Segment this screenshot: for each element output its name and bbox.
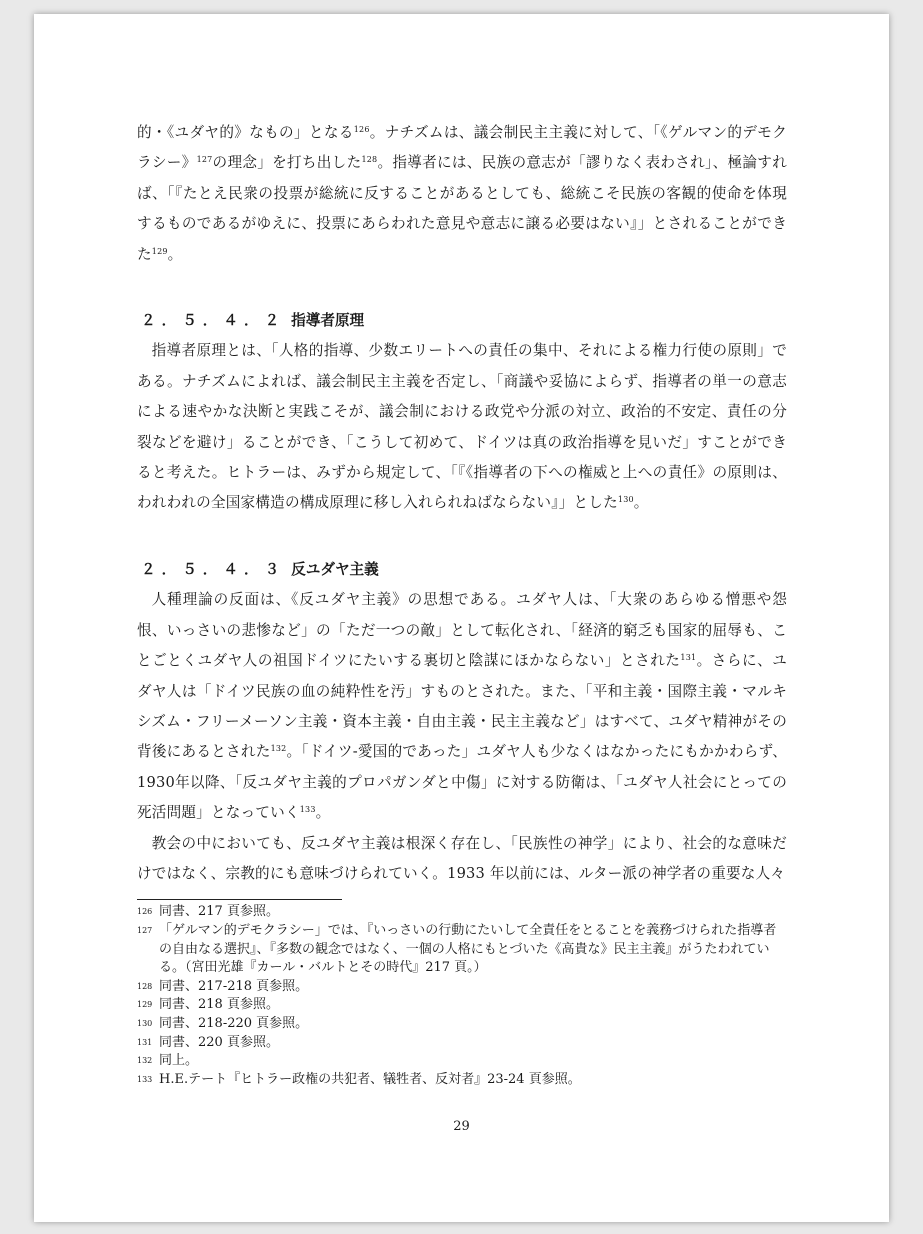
section-title: 反ユダヤ主義 — [291, 560, 379, 578]
footnote — [137, 903, 787, 922]
text-run: 。 — [315, 804, 331, 822]
footnote-text: 同書、218-220 頁参照。 — [159, 1015, 309, 1031]
footnote-ref: 127 — [196, 155, 213, 165]
section-heading-leader-principle — [137, 306, 787, 336]
section-title: 指導者原理 — [291, 312, 365, 330]
footnote-ref: 128 — [361, 155, 378, 165]
document-page — [34, 14, 889, 1222]
footnote-mark: 131 — [137, 1037, 153, 1047]
footnote-mark: 126 — [137, 907, 153, 917]
page-number: 29 — [453, 1119, 470, 1134]
text-run: 教会の中においても、反ユダヤ主義は根深く存在し、「民族性の神学」により、社会的な意味だけではなく、宗教的にも意味づけられていく。1933 年以前には、ルター派の神学者の重要な人々 — [137, 834, 787, 882]
footnote — [137, 1034, 787, 1053]
footnote-ref: 129 — [151, 246, 168, 256]
footnote — [137, 1071, 787, 1090]
footnote — [137, 996, 787, 1015]
text-run: 。指導者には、民族の意志が「謬りなく表わされ」、極論すれば、「『たとえ民衆の投票が総統に反することがあるとしても、総統こそ民族の客観的使命を体現するものであるがゆえに、投票にあらわれた意見や意志に譲る必要はない』」とされることができた — [137, 154, 787, 263]
footnote-mark: 130 — [137, 1018, 153, 1028]
footnote-text: 「ゲルマン的デモクラシー」では、『いっさいの行動にたいして全責任をとることを義務づけられた指導者の自由なる選択』、『多数の観念ではなく、一個の人格にもとづいた《高貴な》民主主義』がうたわれている。（宮田光雄『カール・バルトとその時代』217 頁。） — [159, 922, 777, 976]
text-run: 。「ドイツ-愛国的であった」ユダヤ人も少なくはなかったにもかかわらず、1930年以降、「反ユダヤ主義的プロパガンダと中傷」に対する防衛は、「ユダヤ人社会にとっての死活問題」となっていく — [137, 743, 787, 822]
text-run: 人種理論の反面は、《反ユダヤ主義》の思想である。ユダヤ人は、「大衆のあらゆる憎悪や怨恨、いっさいの悲惨など」の「ただ一つの敵」として転化され、「経済的窮乏も国家的屈辱も、ことごとくユダヤ人の祖国ドイツにたいする裏切と陰謀にほかならない」とされた — [137, 591, 787, 670]
footnote-ref: 132 — [270, 744, 287, 754]
footnote-text: 同上。 — [159, 1053, 199, 1069]
text-run: 。 — [167, 245, 183, 263]
footnote — [137, 1015, 787, 1034]
footnote-text: 同書、217-218 頁参照。 — [159, 978, 309, 994]
text-run: 。 — [633, 494, 649, 512]
footnote-mark: 128 — [137, 981, 153, 991]
footnote-ref: 126 — [353, 125, 370, 134]
footnote-mark: 127 — [137, 925, 153, 935]
text-run: 。さらに、ユダヤ人は「ドイツ民族の血の純粋性を汚」すものとされた。また、「平和主義・国際主義・マルキシズム・フリーメーソン主義・資本主義・自由主義・民主主義など」はすべて、ユダヤ精神がその背後にあるとされた — [137, 652, 787, 761]
text-run: 的・《ユダヤ的》なもの」となる — [137, 124, 354, 141]
paragraph-church — [137, 829, 787, 890]
footnote-text: 同書、217 頁参照。 — [159, 904, 279, 920]
footnote-text: H.E.テート『ヒトラー政権の共犯者、犠牲者、反対者』23-24 頁参照。 — [159, 1071, 581, 1087]
text-run: の理念」を打ち出した — [212, 154, 362, 172]
page-content — [137, 118, 787, 1089]
paragraph-intro — [137, 118, 787, 270]
footnote — [137, 922, 787, 978]
section-number: ２．５．４．２ — [141, 312, 286, 330]
text-run: 。ナチズムは、議会制民主主義に対して、「《ゲルマン的デモクラシー》 — [137, 124, 787, 172]
footnote-ref: 130 — [617, 495, 634, 505]
paragraph-leader-principle — [137, 336, 787, 518]
footnote — [137, 1052, 787, 1071]
footnote-mark: 132 — [137, 1056, 153, 1066]
text-run: 指導者原理とは、「人格的指導、少数エリートへの責任の集中、それによる権力行使の原則」である。ナチズムによれば、議会制民主主義を否定し、「商議や妥協によらず、指導者の単一の意志による速やかな決断と実践こそが、議会制における政党や分派の対立、政治的不安定、責任の分裂などを避け」ることができ、「こうして初めて、ドイツは真の政治指導を見いだ」すことができると考えた。ヒトラーは、みずから規定して、「『《指導者の下への権威と上への責任》の原則は、われわれの全国家構造の構成原理に移し入れられねばならない』」とした — [137, 342, 787, 512]
footnote-text: 同書、218 頁参照。 — [159, 997, 279, 1013]
section-number: ２．５．４．３ — [141, 560, 286, 578]
footnote-ref: 131 — [680, 653, 697, 663]
footnote — [137, 978, 787, 997]
section-heading-antisemitism — [137, 555, 787, 585]
footnote-divider — [137, 899, 342, 900]
footnote-mark: 129 — [137, 1000, 153, 1010]
footnote-text: 同書、220 頁参照。 — [159, 1034, 279, 1050]
footnotes — [137, 903, 787, 1089]
footnote-ref: 133 — [299, 805, 316, 815]
paragraph-antisemitism — [137, 585, 787, 828]
footnote-mark: 133 — [137, 1074, 153, 1084]
